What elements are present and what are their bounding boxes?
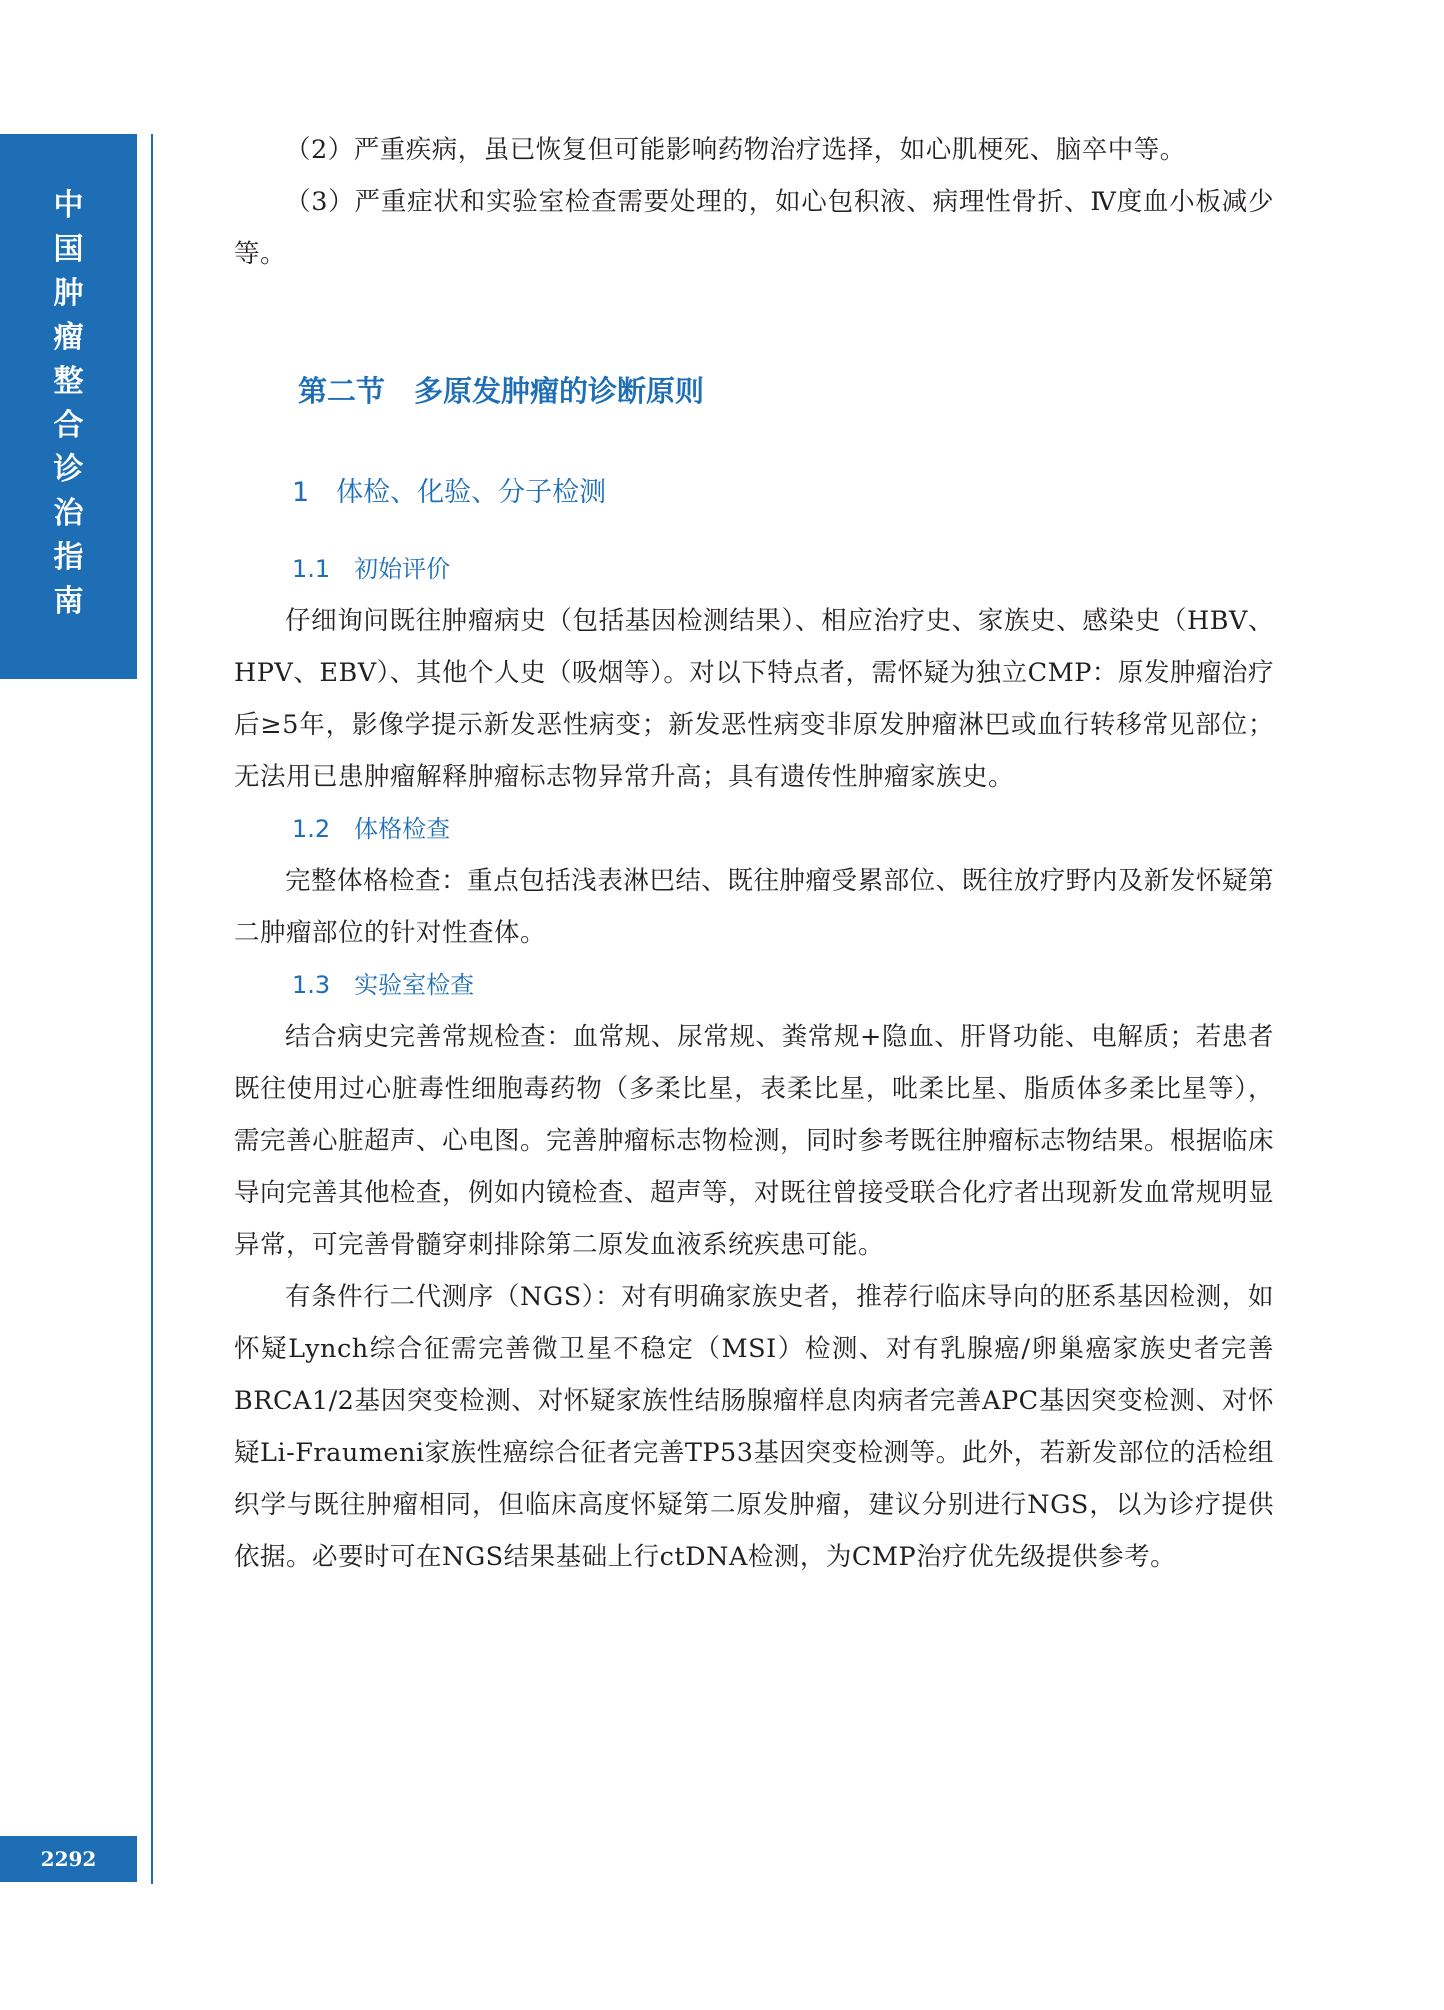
section-title: 第二节 多原发肿瘤的诊断原则 bbox=[298, 374, 705, 408]
paragraph-1-1: 仔细询问既往肿瘤病史（包括基因检测结果）、相应治疗史、家族史、感染史（HBV、HPV、EBV）、其他个人史（吸烟等）。对以下特点者，需怀疑为独立CMP：原发肿瘤治疗后≥5年，影像学提示新发恶性病变；新发恶性病变非原发肿瘤淋巴或血行转移常见部位；无法用已患肿瘤解释肿瘤标志物异常升高；具有遗传性肿瘤家族史。 bbox=[234, 606, 1274, 792]
margin-rule bbox=[151, 134, 153, 1884]
book-title-char: 指 bbox=[53, 540, 84, 575]
book-title-char: 国 bbox=[53, 232, 84, 267]
book-title-char: 治 bbox=[53, 496, 84, 531]
page-number: 2292 bbox=[40, 1847, 97, 1871]
book-title-char: 整 bbox=[53, 364, 84, 399]
paragraph-item-2: （2）严重疾病，虽已恢复但可能影响药物治疗选择，如心肌梗死、脑卒中等。 bbox=[285, 135, 1186, 165]
book-title-char: 瘤 bbox=[53, 320, 84, 355]
book-title-char: 南 bbox=[53, 584, 84, 619]
book-title-char: 肿 bbox=[53, 276, 84, 311]
heading-1-3: 1.3 实验室检查 bbox=[292, 971, 475, 999]
book-title-char: 诊 bbox=[53, 452, 84, 487]
heading-1-1: 1.1 初始评价 bbox=[292, 555, 451, 583]
paragraph-1-2: 完整体格检查：重点包括浅表淋巴结、既往肿瘤受累部位、既往放疗野内及新发怀疑第二肿瘤部位的针对性查体。 bbox=[234, 866, 1274, 948]
page-number-box bbox=[0, 1836, 137, 1882]
heading-1-2: 1.2 体格检查 bbox=[292, 815, 451, 843]
book-title-char: 中 bbox=[53, 188, 84, 223]
paragraph-item-3: （3）严重症状和实验室检查需要处理的，如心包积液、病理性骨折、Ⅳ度血小板减少等。 bbox=[234, 187, 1274, 269]
heading-level-1: 1 体检、化验、分子检测 bbox=[292, 477, 607, 508]
paragraph-1-3-a: 结合病史完善常规检查：血常规、尿常规、粪常规+隐血、肝肾功能、电解质；若患者既往使用过心脏毒性细胞毒药物（多柔比星，表柔比星，吡柔比星、脂质体多柔比星等），需完善心脏超声、心电图。完善肿瘤标志物检测，同时参考既往肿瘤标志物结果。根据临床导向完善其他检查，例如内镜检查、超声等，对既往曾接受联合化疗者出现新发血常规明显异常，可完善骨髓穿刺排除第二原发血液系统疾患可能。 bbox=[234, 1022, 1275, 1260]
page-content bbox=[234, 124, 1274, 1583]
book-title-char: 合 bbox=[53, 408, 84, 443]
book-title-tab bbox=[0, 134, 137, 679]
paragraph-1-3-b: 有条件行二代测序（NGS）：对有明确家族史者，推荐行临床导向的胚系基因检测，如怀疑Lynch综合征需完善微卫星不稳定（MSI）检测、对有乳腺癌/卵巢癌家族史者完善BRCA1/2基因突变检测、对怀疑家族性结肠腺瘤样息肉病者完善APC基因突变检测、对怀疑Li-Fraumeni家族性癌综合征者完善TP53基因突变检测等。此外，若新发部位的活检组织学与既往肿瘤相同，但临床高度怀疑第二原发肿瘤，建议分别进行NGS，以为诊疗提供依据。必要时可在NGS结果基础上行ctDNA检测，为CMP治疗优先级提供参考。 bbox=[234, 1282, 1274, 1572]
